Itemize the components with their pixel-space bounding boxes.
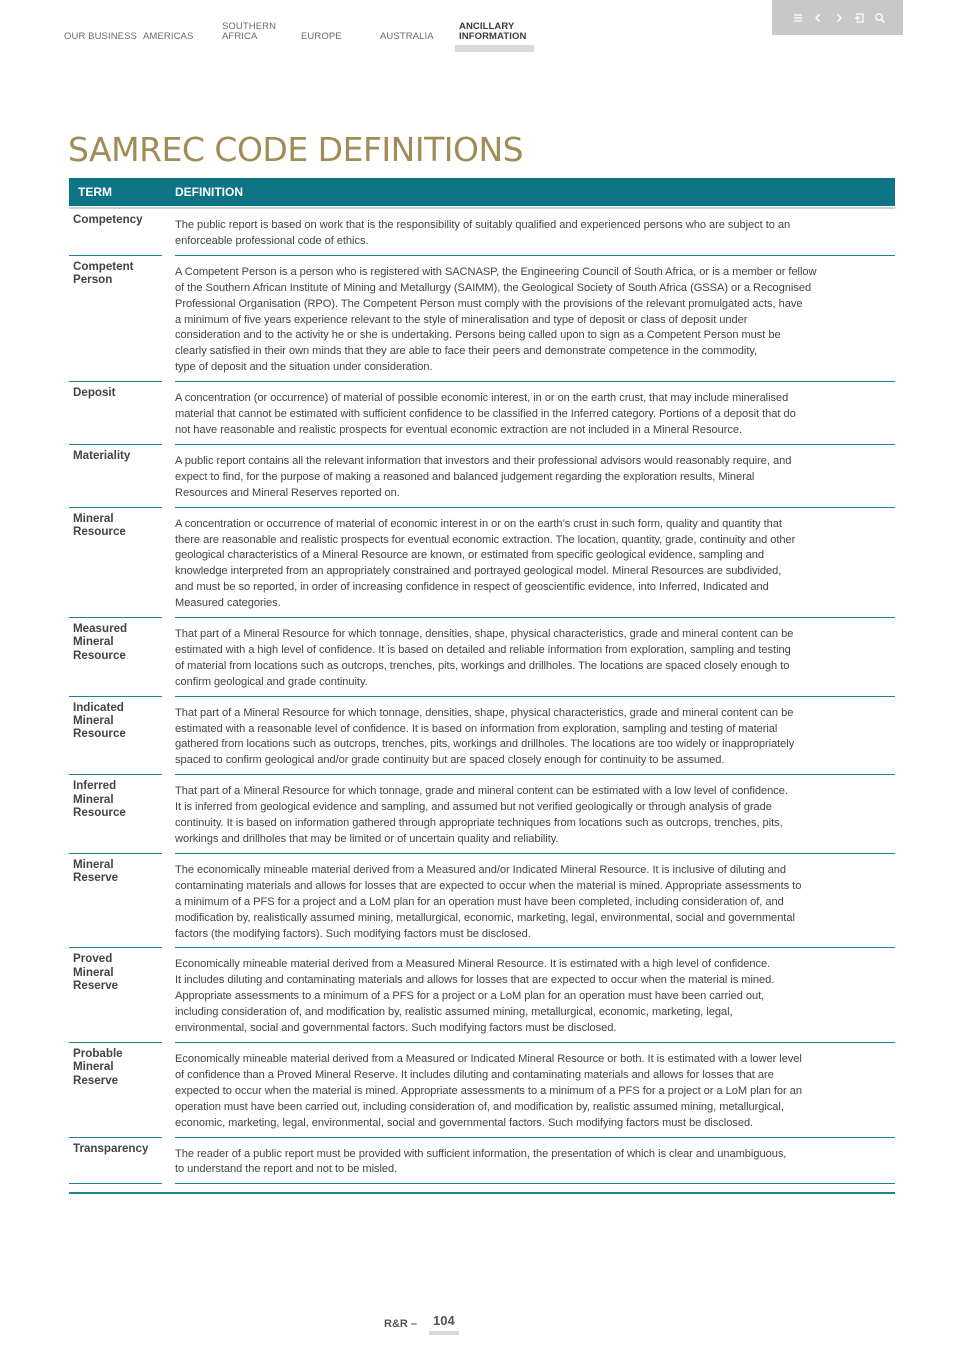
definition-line: clearly satisfied in their own minds that they are able to face their peers and demonstrate competence in the commodity, (175, 345, 758, 358)
definition-line: there are reasonable and realistic prospects for eventual economic extraction. The location, quantity, grade, continuity and other (175, 533, 796, 546)
definition-cell (175, 1043, 895, 1138)
definition-line: It is inferred from geological evidence and sampling, and assumed but not verified geologically or through analysis of grade (175, 801, 772, 814)
nav-ancillary-information[interactable] (459, 22, 526, 42)
term-cell: Indicated Mineral Resource (69, 697, 162, 776)
search-icon[interactable] (873, 11, 887, 25)
definition-line: The reader of a public report must be provided with sufficient information, the presentation of which is clear and unambiguous, (175, 1147, 787, 1160)
table-row (69, 508, 895, 618)
term-cell: Competency (69, 209, 162, 256)
definition-cell (175, 382, 895, 445)
definition-cell (175, 775, 895, 854)
definition-line: Appropriate assessments to a minimum of a PFS for a project or a LoM plan for an operation must have been carried out, (175, 990, 765, 1003)
definition-line: workings and drillholes that may be limited or of uncertain quality and reliability. (175, 833, 559, 845)
definition-line: confirm geological and grade continuity. (175, 675, 368, 688)
definition-line: Resources and Mineral Reserves reported on. (175, 486, 400, 499)
table-bottom-rule (69, 1192, 895, 1194)
definition-cell (175, 445, 895, 508)
definition-line: a minimum of five years experience relevant to the style of mineralisation and type of deposit or class of deposit under (175, 313, 748, 326)
page-number: 104 (429, 1313, 459, 1335)
definition-line: The public report is based on work that is the responsibility of suitably qualified and experienced persons who are subject to an (175, 219, 791, 231)
term-cell: Competent Person (69, 256, 162, 382)
table-row (69, 256, 895, 382)
definition-cell (175, 256, 895, 382)
nav-ancillary-line2: INFORMATION (459, 31, 527, 42)
table-header (69, 178, 895, 206)
definition-cell (175, 618, 895, 697)
back-icon[interactable] (852, 11, 866, 25)
definition-line: expected to occur when the material is mined. Appropriate assessments to a minimum of a PFS for a project or a LoM plan for an (175, 1084, 802, 1097)
definition-line: knowledge interpreted from an appropriately constrained and portrayed geological model. Mineral Resources are subdivided, (175, 565, 782, 578)
next-icon[interactable] (832, 11, 846, 25)
definition-line: A concentration or occurrence of material of economic interest in or on the earth’s crust in such form, quality and quantity that (175, 517, 782, 530)
definition-line: consideration and to the activity he or she is undertaking. Persons being called upon to sign as a Competent Person must be (175, 329, 781, 342)
table-row (69, 618, 895, 697)
definition-line: Economically mineable material derived from a Measured Mineral Resource. It is estimated with a high level of confidence. (175, 958, 771, 971)
term-cell: Inferred Mineral Resource (69, 775, 162, 854)
nav-southern-africa-line2: AFRICA (222, 31, 258, 42)
table-row (69, 209, 895, 256)
definition-cell (175, 508, 895, 618)
definition-line: including consideration of, and modification by, realistic assumed mining, metallurgical, economic, marketing, legal, (175, 1006, 733, 1019)
toolbar (772, 0, 903, 35)
nav-southern-africa-line1: SOUTHERN (222, 21, 277, 32)
header-term: TERM (78, 185, 112, 199)
definition-line: expect to find, for the purpose of making a reasoned and balanced judgement regarding the exploration results, Mineral (175, 470, 755, 483)
table-row (69, 775, 895, 854)
term-cell: Deposit (69, 382, 162, 445)
table-row (69, 854, 895, 949)
table-row (69, 1138, 895, 1185)
definition-line: A public report contains all the relevant information that investors and their professional advisors would reasonably require, and (175, 454, 792, 467)
term-cell: Measured Mineral Resource (69, 618, 162, 697)
prev-icon[interactable] (811, 11, 825, 25)
term-cell: Probable Mineral Reserve (69, 1043, 162, 1138)
definition-line: factors (the modifying factors). Such modifying factors must be disclosed. (175, 927, 531, 940)
term-cell: Transparency (69, 1138, 162, 1185)
definition-line: material that cannot be estimated with sufficient confidence to be classified in the Inferred category. Portions of a deposit that do (175, 408, 796, 421)
definition-line: Economically mineable material derived from a Measured or Indicated Mineral Resource or both. It is estimated with a lower level (175, 1052, 802, 1065)
definition-line: type of deposit and the situation under consideration. (175, 361, 433, 374)
definition-cell (175, 697, 895, 776)
page-footer (384, 1313, 459, 1335)
active-tab-indicator (455, 45, 534, 52)
definition-line: That part of a Mineral Resource for which tonnage, densities, shape, physical characteristics, grade and mineral content can be (175, 628, 794, 641)
table-row (69, 382, 895, 445)
nav-europe[interactable]: EUROPE (301, 31, 342, 42)
table-row (69, 697, 895, 776)
nav-australia[interactable]: AUSTRALIA (380, 31, 434, 42)
definition-line: Professional Organisation (RPO). The Competent Person must comply with the provisions of the relevant promulgated acts, have (175, 297, 803, 310)
nav-ancillary-line1: ANCILLARY (459, 21, 515, 32)
term-cell: Proved Mineral Reserve (69, 948, 162, 1043)
definition-line: modification by, realistically assumed mining, metallurgical, economic, marketing, legal, environmental, social and governmental (175, 911, 795, 924)
definitions-table (69, 178, 895, 1194)
definition-line: economic, marketing, legal, environmental, social and governmental factors. Such modifying factors must be disclosed. (175, 1116, 754, 1129)
definition-cell (175, 1138, 895, 1185)
definition-line: spaced to confirm geological and/or grade continuity but are spaced closely enough for continuity to be assumed. (175, 754, 725, 767)
nav-our-business[interactable]: OUR BUSINESS (64, 31, 137, 42)
definition-cell (175, 209, 895, 256)
top-navigation (0, 0, 965, 60)
term-cell: Mineral Resource (69, 508, 162, 618)
definition-line: operation must have been carried out, including consideration of, and modification by, realistic assumed mining, metallurgical, (175, 1100, 784, 1113)
table-row (69, 1043, 895, 1138)
definition-cell (175, 948, 895, 1043)
definition-line: of the Southern African Institute of Mining and Metallurgy (SAIMM), the Geological Society of South Africa (GSSA) or a Recognised (175, 281, 812, 294)
table-body (69, 209, 895, 1184)
definition-line: enforceable professional code of ethics. (175, 234, 369, 247)
definition-line: That part of a Mineral Resource for which tonnage, densities, shape, physical characteristics, grade and mineral content can be (175, 706, 794, 719)
definition-line: geological characteristics of a Mineral Resource are known, or estimated from specific geological evidence, sampling and (175, 549, 765, 562)
definition-line: of material from locations such as outcrops, trenches, pits, workings and drillholes. The locations are spaced closely enough to (175, 659, 790, 672)
definition-line: environmental, social and governmental factors. Such modifying factors must be disclosed. (175, 1022, 617, 1035)
definition-line: It includes diluting and contaminating materials and allows for losses that are expected to occur when the material is mined. (175, 974, 775, 987)
definition-line: continuity. It is based on information gathered through appropriate techniques from locations such as outcrops, trenches, pits, (175, 817, 783, 830)
definition-line: That part of a Mineral Resource for which tonnage, grade and mineral content can be estimated with a low level of confidence. (175, 785, 788, 798)
definition-line: to understand the report and not to be misled. (175, 1163, 398, 1176)
table-row (69, 948, 895, 1043)
definition-line: A concentration (or occurrence) of material of possible economic interest, in or on the earth crust, that may include mineralised (175, 392, 789, 405)
footer-label: R&R – (384, 1318, 418, 1330)
definition-line: and must be so reported, in order of increasing confidence in respect of geoscientific evidence, into Inferred, Indicated and (175, 581, 769, 594)
menu-icon[interactable] (791, 11, 805, 25)
nav-americas[interactable]: AMERICAS (143, 31, 194, 42)
definition-line: A Competent Person is a person who is registered with SACNASP, the Engineering Council of South Africa, or is a member or fellow (175, 265, 817, 278)
definition-line: Measured categories. (175, 597, 281, 610)
definition-line: estimated with a reasonable level of confidence. It is based on information from exploration, sampling and testing of material (175, 722, 778, 735)
definition-line: a minimum of a PFS for a project and a LoM plan for an operation must have been completed, including consideration of, and (175, 895, 784, 908)
term-cell: Materiality (69, 445, 162, 508)
nav-southern-africa[interactable] (222, 22, 276, 42)
definition-line: contaminating materials and allows for losses that are expected to occur when the material is mined. Appropriate assessments to (175, 879, 802, 892)
definition-line: not have reasonable and realistic prospects for eventual economic extraction are not included in a Mineral Resource. (175, 423, 743, 436)
term-cell: Mineral Reserve (69, 854, 162, 949)
definition-line: of confidence than a Proved Mineral Reserve. It includes diluting and contaminating materials and allows for losses that are (175, 1068, 774, 1081)
table-row (69, 445, 895, 508)
header-definition: DEFINITION (175, 185, 243, 199)
definition-cell (175, 854, 895, 949)
page-title: SAMREC CODE DEFINITIONS (68, 130, 524, 169)
definition-line: The economically mineable material derived from a Measured and/or Indicated Mineral Resource. It is inclusive of diluting and (175, 863, 786, 876)
definition-line: gathered from locations such as outcrops, trenches, pits, workings and drillholes. The locations are too widely or inappropriately (175, 738, 795, 751)
definition-line: estimated with a high level of confidence. It is based on detailed and reliable information from exploration, sampling and testing (175, 643, 791, 656)
